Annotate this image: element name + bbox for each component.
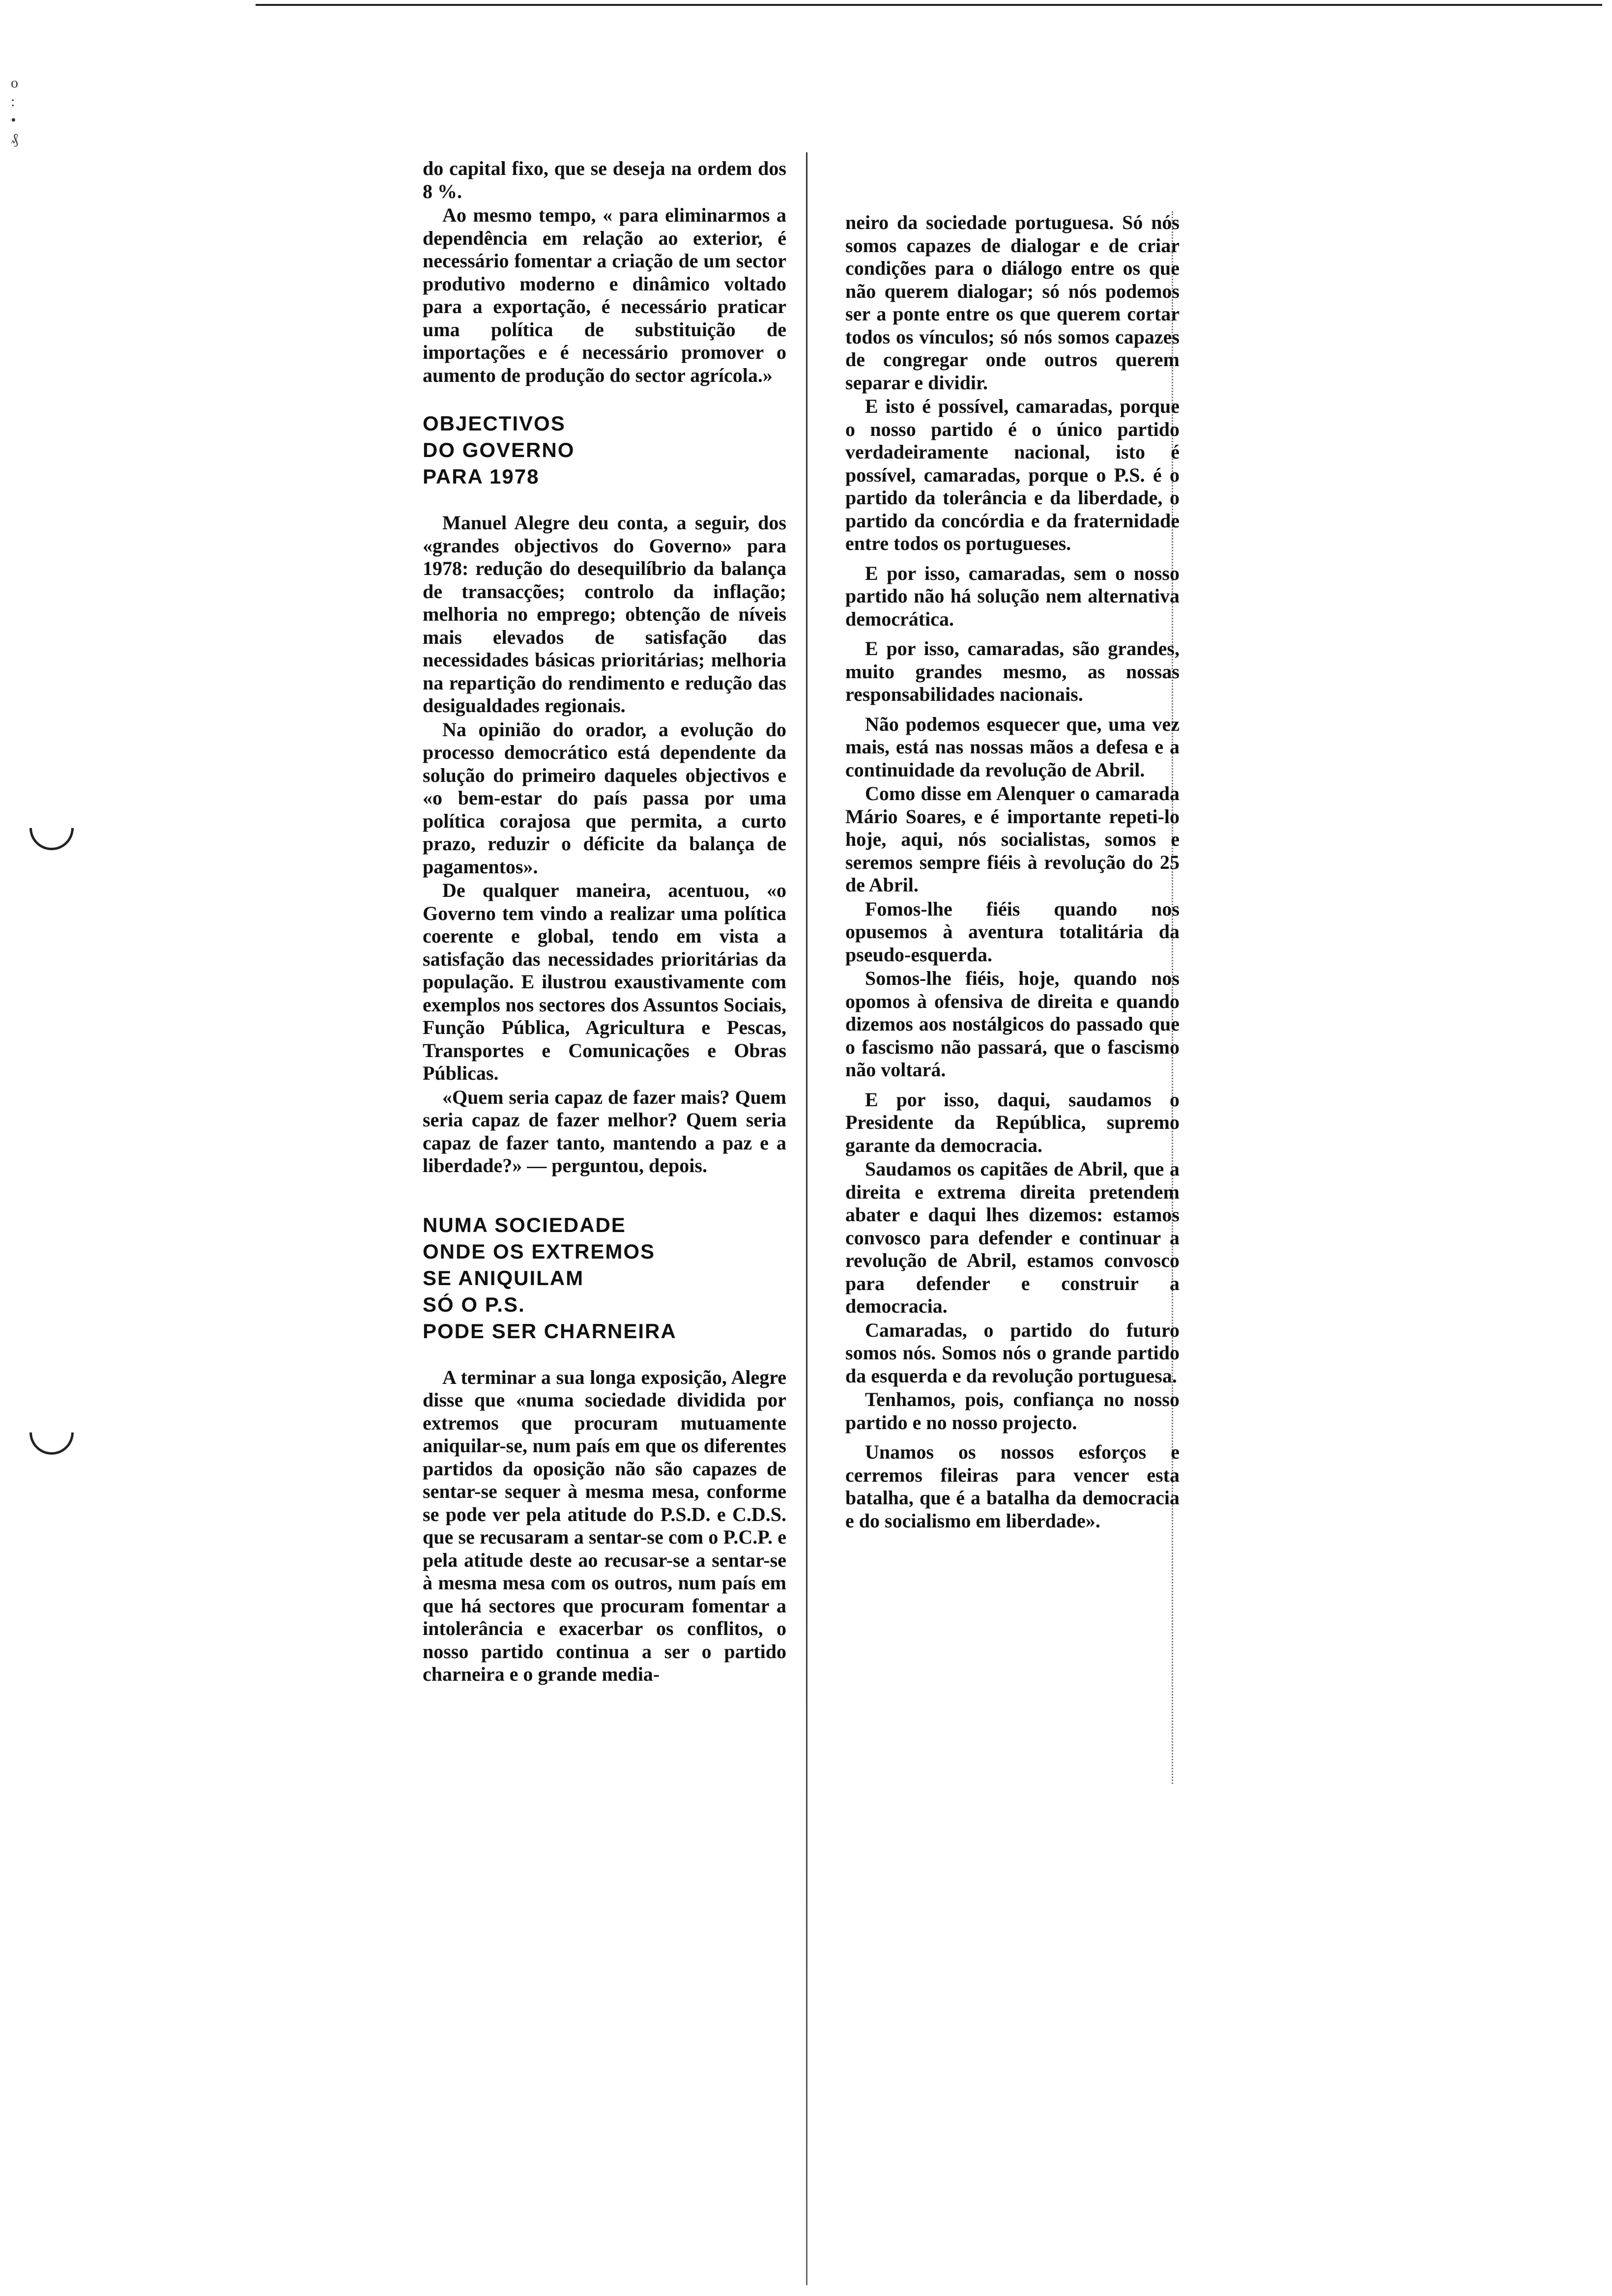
margin-mark: : xyxy=(11,93,15,110)
headline-line: SE ANIQUILAM xyxy=(423,1266,584,1290)
punch-hole-mark xyxy=(20,1401,83,1464)
paragraph: Tenhamos, pois, confiança no nosso partido e no nosso projecto. xyxy=(845,1388,1180,1434)
paragraph: De qualquer maneira, acentuou, «o Governo tem vindo a realizar uma política coerente e global, tendo em vista a satisfação das necessidades prioritárias da população. E ilustrou exaustivamente com exemplos nos sectores dos Assuntos Sociais, Função Pública, Agricultura e Pescas, Transportes e Comunicações e Obras Públicas. xyxy=(423,879,786,1084)
headline-line: NUMA SOCIEDADE xyxy=(423,1213,626,1236)
paragraph: A terminar a sua longa exposição, Alegre disse que «numa sociedade dividida por extremos que procuram mutuamente aniquilar-se, num país em que os diferentes partidos da oposição não são capazes de sentar-se sequer à mesma mesa, conforme se pode ver pela atitude do P.S.D. e C.D.S. que se recusaram a sentar-se com o P.C.P. e pela atitude deste ao recusar-se a sentar-se à mesma mesa com os outros, num país em que há sectores que procuram fomentar a intolerância e exacerbar os conflitos, o nosso partido continua a ser o partido charneira e o grande media- xyxy=(423,1366,786,1685)
headline-line: DO GOVERNO xyxy=(423,438,575,461)
paragraph: Camaradas, o partido do futuro somos nós. Somos nós o grande partido da esquerda e da revolução portuguesa. xyxy=(845,1319,1180,1387)
article-column-right xyxy=(845,211,1180,1532)
paragraph: E por isso, daqui, saudamos o Presidente da República, supremo garante da democracia. xyxy=(845,1088,1180,1156)
paragraph: E por isso, camaradas, sem o nosso partido não há solução nem alternativa democrática. xyxy=(845,562,1180,630)
paragraph: Na opinião do orador, a evolução do processo democrático está dependente da solução do primeiro daqueles objectivos e «o bem-estar do país passa por uma política corajosa que permita, a curto prazo, reduzir o déficite da balança de pagamentos». xyxy=(423,718,786,878)
scan-top-edge-line xyxy=(256,4,1602,6)
paragraph: neiro da sociedade portuguesa. Só nós somos capazes de dialogar e de criar condições para o diálogo entre os que não querem dialogar; só nós podemos ser a ponte entre os que querem cortar todos os vínculos; só nós somos capazes de congregar onde outros querem separar e dividir. xyxy=(845,211,1180,394)
article-column-left xyxy=(423,157,786,1686)
headline-line: ONDE OS EXTREMOS xyxy=(423,1239,656,1263)
punch-hole-mark xyxy=(20,797,83,859)
section-headline-2 xyxy=(423,1212,786,1345)
paragraph: Somos-lhe fiéis, hoje, quando nos opomos à ofensiva de direita e quando dizemos aos nostálgicos do passado que o fascismo não passará, que o fascismo não voltará. xyxy=(845,967,1180,1081)
paragraph: «Quem seria capaz de fazer mais? Quem seria capaz de fazer melhor? Quem seria capaz de fazer tanto, mantendo a paz e a liberdade?» — perguntou, depois. xyxy=(423,1086,786,1177)
paragraph: Não podemos esquecer que, uma vez mais, está nas nossas mãos a defesa e a continuidade da revolução de Abril. xyxy=(845,713,1180,781)
paragraph: Fomos-lhe fiéis quando nos opusemos à aventura totalitária da pseudo-esquerda. xyxy=(845,897,1180,966)
paragraph: Manuel Alegre deu conta, a seguir, dos «grandes objectivos do Governo» para 1978: redução do desequilíbrio da balança de transacções; controlo da inflação; melhoria no emprego; obtenção de níveis mais elevados de satisfação das necessidades básicas prioritárias; melhoria na repartição do rendimento e redução das desigualdades regionais. xyxy=(423,512,786,717)
margin-mark: ₰ xyxy=(11,131,18,147)
paragraph: E por isso, camaradas, são grandes, muito grandes mesmo, as nossas responsabilidades nacionais. xyxy=(845,637,1180,705)
margin-mark: o xyxy=(11,75,18,91)
headline-line: SÓ O P.S. xyxy=(423,1292,525,1316)
paragraph: Como disse em Alenquer o camarada Mário Soares, e é importante repeti-lo hoje, aqui, nós socialistas, somos e seremos sempre fiéis à revolução do 25 de Abril. xyxy=(845,782,1180,896)
paragraph: Unamos os nossos esforços e cerremos fileiras para vencer esta batalha, que é a batalha da democracia e do socialismo em liberdade». xyxy=(845,1441,1180,1532)
paragraph: E isto é possível, camaradas, porque o nosso partido é o único partido verdadeiramente nacional, isto é possível, camaradas, porque o P.S. é o partido da tolerância e da liberdade, o partido da concórdia e da fraternidade entre todos os portugueses. xyxy=(845,395,1180,554)
paragraph: do capital fixo, que se deseja na ordem dos 8 %. xyxy=(423,157,786,202)
paragraph: Ao mesmo tempo, « para eliminarmos a dependência em relação ao exterior, é necessário fomentar a criação de um sector produtivo moderno e dinâmico voltado para a exportação, é necessário praticar uma política de substituição de importações e é necessário promover o aumento de produção do sector agrícola.» xyxy=(423,204,786,386)
headline-line: PODE SER CHARNEIRA xyxy=(423,1319,677,1343)
margin-mark: • xyxy=(11,112,16,128)
section-headline-1 xyxy=(423,410,786,490)
headline-line: PARA 1978 xyxy=(423,465,540,488)
margin-marks xyxy=(11,74,30,148)
column-divider xyxy=(806,152,807,2285)
paragraph: Saudamos os capitães de Abril, que a direita e extrema direita pretendem abater e daqui lhes dizemos: estamos convosco para defender e continuar a revolução de Abril, estamos convosco para defender e construir a democracia. xyxy=(845,1158,1180,1317)
headline-line: OBJECTIVOS xyxy=(423,412,566,435)
